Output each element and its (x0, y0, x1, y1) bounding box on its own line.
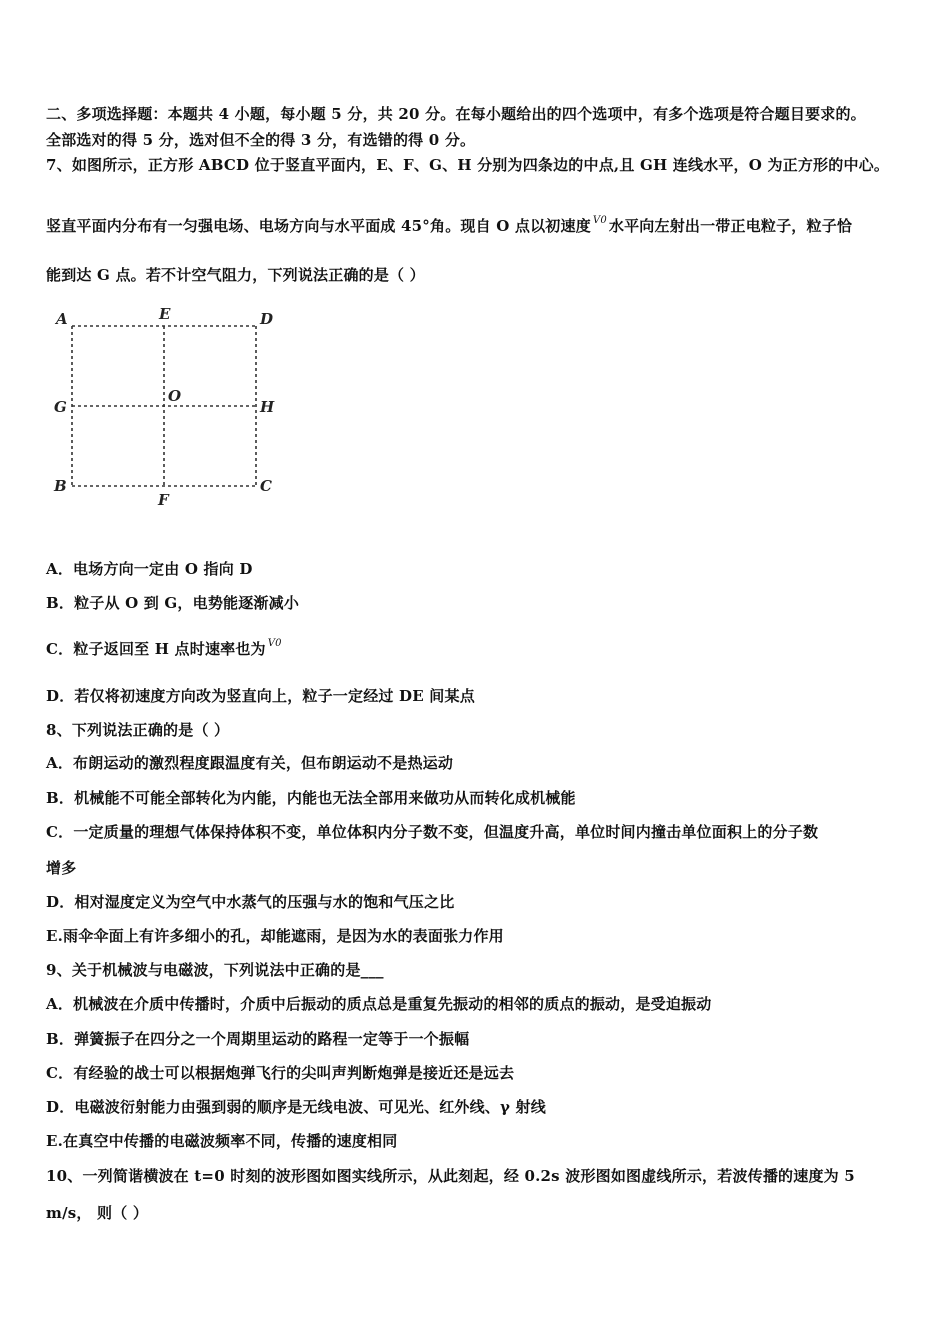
v0-symbol-c: V0 (267, 638, 282, 649)
label-E: E (159, 305, 171, 323)
q8-option-c-line1: C．一定质量的理想气体保持体积不变，单位体积内分子数不变，但温度升高，单位时间内撞击单位面积上的分子数 (46, 823, 819, 841)
q8-option-b: B．机械能不可能全部转化为内能，内能也无法全部用来做功从而转化成机械能 (46, 789, 576, 807)
label-A: A (56, 310, 68, 328)
q7-stem-line1: 7、如图所示，正方形 ABCD 位于竖直平面内，E、F、G、H 分别为四条边的中点,且 GH 连线水平，O 为正方形的中心。 (46, 156, 890, 174)
q9-option-a: A．机械波在介质中传播时，介质中后振动的质点总是重复先振动的相邻的质点的振动，是受迫振动 (46, 995, 712, 1013)
label-H: H (260, 398, 275, 416)
q8-option-a: A．布朗运动的激烈程度跟温度有关，但布朗运动不是热运动 (46, 754, 454, 772)
q7-stem-line3: 能到达 G 点。若不计空气阻力，下列说法正确的是（ ） (46, 266, 425, 284)
label-F: F (158, 491, 169, 509)
q7-option-d: D．若仅将初速度方向改为竖直向上，粒子一定经过 DE 间某点 (46, 687, 475, 705)
q8-option-e: E.雨伞伞面上有许多细小的孔，却能遮雨，是因为水的表面张力作用 (46, 927, 504, 945)
q7-stem-line2 (46, 215, 852, 236)
q8-stem: 8、下列说法正确的是（ ） (46, 721, 230, 739)
label-B: B (54, 477, 67, 495)
q7-option-b: B．粒子从 O 到 G，电势能逐渐减小 (46, 594, 300, 612)
v0-symbol: V0 (592, 215, 607, 226)
q9-option-e: E.在真空中传播的电磁波频率不同，传播的速度相同 (46, 1132, 398, 1150)
q9-option-c: C．有经验的战士可以根据炮弹飞行的尖叫声判断炮弹是接近还是远去 (46, 1064, 515, 1082)
q10-stem-line1: 10、一列简谐横波在 t=0 时刻的波形图如图实线所示，从此刻起，经 0.2s 波形图如图虚线所示，若波传播的速度为 5 (46, 1167, 855, 1185)
q7-option-c-text: C．粒子返回至 H 点时速率也为 (46, 640, 266, 658)
q7-stem-line2-a: 竖直平面内分布有一匀强电场、电场方向与水平面成 45°角。现自 O 点以初速度 (46, 217, 591, 235)
q9-option-d: D．电磁波衍射能力由强到弱的顺序是无线电波、可见光、红外线、γ 射线 (46, 1098, 546, 1116)
section-header-line2: 全部选对的得 5 分，选对但不全的得 3 分，有选错的得 0 分。 (46, 131, 476, 149)
section-header-line1: 二、多项选择题：本题共 4 小题，每小题 5 分，共 20 分。在每小题给出的四个选项中，有多个选项是符合题目要求的。 (46, 105, 866, 123)
q8-option-c-line2: 增多 (46, 859, 77, 877)
q8-option-d: D．相对湿度定义为空气中水蒸气的压强与水的饱和气压之比 (46, 893, 455, 911)
q10-stem-line2: m/s， 则（ ） (46, 1204, 149, 1222)
label-C: C (260, 477, 272, 495)
label-O: O (168, 387, 182, 405)
q7-option-a: A．电场方向一定由 O 指向 D (46, 560, 253, 578)
label-D: D (260, 310, 274, 328)
q7-stem-line2-b: 水平向左射出一带正电粒子，粒子恰 (608, 217, 853, 235)
q7-option-c (46, 638, 284, 659)
label-G: G (54, 398, 67, 416)
square-figure (46, 298, 296, 513)
q9-stem: 9、关于机械波与电磁波，下列说法中正确的是___ (46, 961, 384, 979)
q9-option-b: B．弹簧振子在四分之一个周期里运动的路程一定等于一个振幅 (46, 1030, 470, 1048)
